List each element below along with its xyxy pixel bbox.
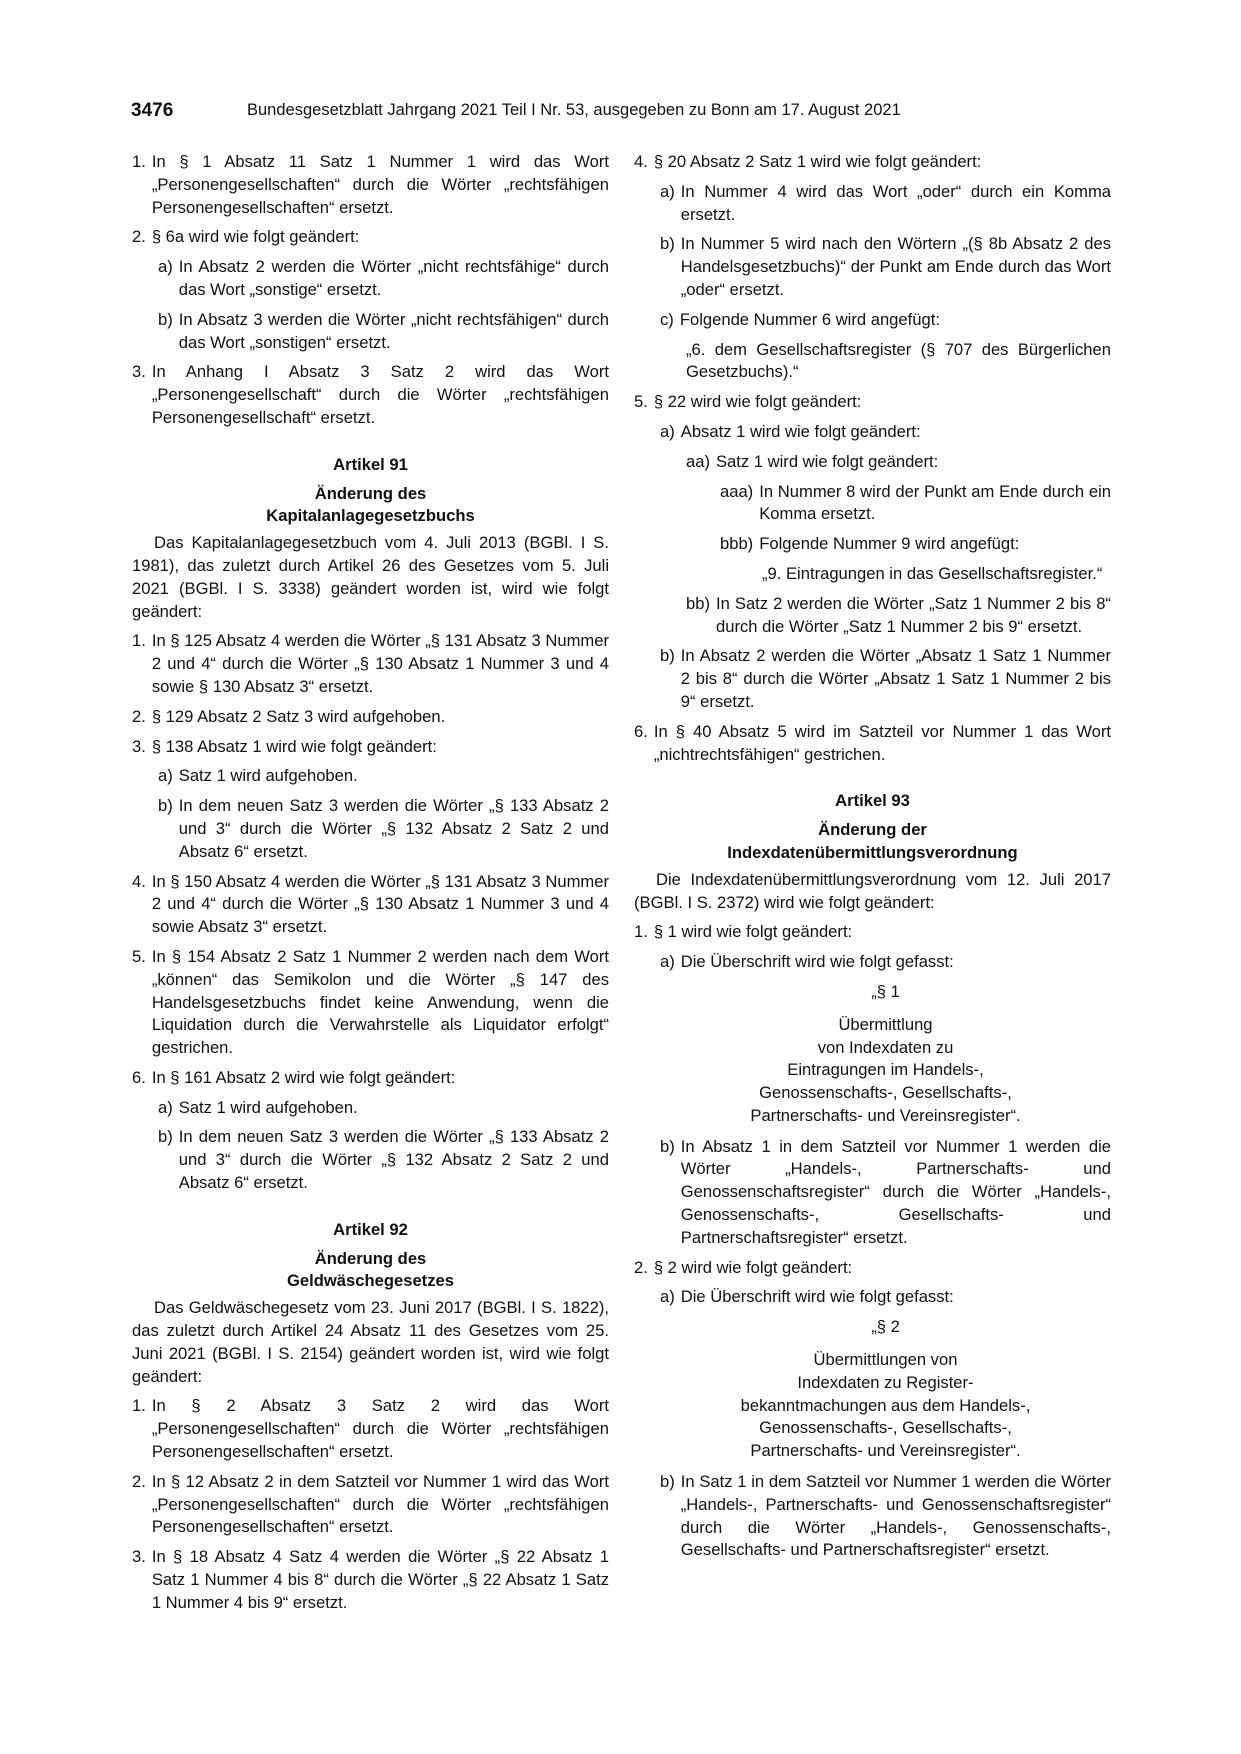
article-subtitle: [132, 1248, 609, 1294]
list-item: [660, 645, 1111, 713]
page-header: [131, 100, 1111, 130]
item-marker: 1.: [132, 152, 146, 171]
item-text: In Nummer 5 wird nach den Wörtern „(§ 8b Absatz 2 des Handelsgesetzbuchs)“ der Punkt am Ende durch das Wort „oder“ ersetzt.: [680, 234, 1111, 299]
item-marker: 4.: [132, 871, 146, 891]
item-marker: c): [660, 309, 674, 329]
article-intro: Die Indexdatenübermittlungsverordnung vom 12. Juli 2017 (BGBl. I S. 2372) wird wie folgt geändert:: [634, 869, 1111, 912]
item-marker: 1.: [634, 922, 648, 942]
item-text: In § 150 Absatz 4 werden die Wörter „§ 131 Absatz 3 Nummer 2 und 4“ durch die Wörter „§ 130 Absatz 1 Nummer 3 und 4 sowie Absatz 3“ ersetzt.: [151, 871, 609, 937]
article-subtitle-line: Geldwäschegesetzes: [287, 1271, 454, 1291]
article-subtitle-line: Kapitalanlagegesetzbuchs: [266, 506, 475, 526]
item-marker: b): [660, 1472, 675, 1492]
quoted-text: „9. Eintragungen in das Gesellschaftsregister.“: [762, 563, 1103, 583]
quoted-heading-line: „§ 2: [871, 1317, 900, 1337]
quoted-text: „6. dem Gesellschaftsregister (§ 707 des Bürgerlichen Gesetzbuchs).“: [686, 339, 1111, 382]
list-item: [132, 1395, 609, 1463]
running-head: Bundesgesetzblatt Jahrgang 2021 Teil I Nr. 53, ausgegeben zu Bonn am 17. August 2021: [247, 101, 901, 119]
list-item: [132, 151, 609, 219]
quoted-heading-line: Eintragungen im Handels-,: [787, 1060, 984, 1080]
item-marker: 3.: [132, 362, 146, 382]
item-marker: b): [158, 309, 173, 329]
article-title: Artikel 91: [333, 454, 408, 474]
quoted-heading-line: „§ 1: [871, 981, 900, 1001]
item-marker: aaa): [720, 481, 754, 501]
item-marker: 2.: [634, 1257, 648, 1277]
list-item: [634, 391, 1111, 414]
list-item: [132, 946, 609, 1060]
list-item: [634, 1257, 1111, 1280]
item-text: In Nummer 8 wird der Punkt am Ende durch ein Komma ersetzt.: [759, 481, 1111, 524]
article-subtitle-line: Änderung des: [314, 1248, 427, 1268]
list-item: [158, 309, 609, 355]
item-marker: 2.: [132, 227, 146, 247]
list-item: [158, 1097, 609, 1120]
item-text: In § 18 Absatz 4 Satz 4 werden die Wörter „§ 22 Absatz 1 Satz 1 Nummer 4 bis 8“ durch die Wörter „§ 22 Absatz 1 Satz 1 Nummer 4 bis 9“ ersetzt.: [151, 1547, 609, 1612]
item-text: Die Überschrift wird wie folgt gefasst:: [680, 1287, 954, 1307]
left-column: [132, 151, 609, 1622]
quoted-heading-line: Übermittlung: [838, 1014, 933, 1034]
item-marker: b): [158, 1127, 173, 1147]
item-marker: 5.: [132, 946, 146, 966]
item-text: § 138 Absatz 1 wird wie folgt geändert:: [151, 736, 437, 756]
article-subtitle-line: Indexdatenübermittlungsverordnung: [727, 842, 1018, 862]
list-item: [686, 451, 1111, 474]
item-text: § 22 wird wie folgt geändert:: [653, 392, 862, 412]
article-intro: Das Kapitalanlagegesetzbuch vom 4. Juli 2013 (BGBl. I S. 1981), das zuletzt durch Artikel 26 des Gesetzes vom 5. Juli 2021 (BGBl. I S. 3338) geändert worden ist, wird wie folgt geändert:: [132, 533, 609, 621]
item-marker: b): [158, 796, 173, 816]
quoted-heading: [660, 981, 1111, 1128]
item-marker: 3.: [132, 736, 146, 756]
list-item: [660, 1471, 1111, 1562]
item-marker: a): [660, 421, 675, 441]
list-item: [158, 765, 609, 788]
item-marker: a): [158, 257, 173, 277]
item-text: Folgende Nummer 6 wird angefügt:: [679, 309, 940, 329]
list-item: [660, 233, 1111, 301]
article-title: Artikel 92: [333, 1219, 408, 1239]
item-text: In Satz 1 in dem Satzteil vor Nummer 1 werden die Wörter „Handels-, Partnerschafts- und Genossenschaftsregister“ durch die Wörter „Handels-, Genossenschafts-, Gesellschafts- und Partnerschaftsregister“ ersetzt.: [680, 1472, 1111, 1560]
list-item: [660, 181, 1111, 227]
item-marker: 6.: [634, 721, 648, 741]
item-text: In § 154 Absatz 2 Satz 1 Nummer 2 werden nach dem Wort „können“ das Semikolon und die Wörter „§ 147 des Handelsgesetzbuchs findet keine Anwendung, wenn die Liquidation durch die Verwahrstelle als Liquidator erfolgt“ gestrichen.: [151, 946, 609, 1058]
article-title: Artikel 93: [835, 791, 910, 811]
item-text: § 129 Absatz 2 Satz 3 wird aufgehoben.: [151, 706, 446, 726]
article-subtitle-line: Änderung des: [314, 483, 427, 503]
quoted-heading-line: Partnerschafts- und Vereinsregister“.: [750, 1105, 1021, 1125]
item-text: In § 40 Absatz 5 wird im Satzteil vor Nummer 1 das Wort „nichtrechtsfähigen“ gestrichen.: [653, 721, 1111, 764]
item-marker: 3.: [132, 1547, 146, 1567]
item-text: In § 1 Absatz 11 Satz 1 Nummer 1 wird das Wort „Personengesellschaften“ durch die Wörter „rechtsfähigen Personengesellschaften“ ersetzt.: [151, 152, 609, 217]
item-marker: 4.: [634, 152, 648, 171]
list-item: [720, 481, 1111, 527]
item-text: In § 2 Absatz 3 Satz 2 wird das Wort „Personengesellschaften“ durch die Wörter „rechtsfähigen Personengesellschaften“ ersetzt.: [151, 1396, 609, 1462]
item-text: Absatz 1 wird wie folgt geändert:: [680, 421, 921, 441]
list-item: [634, 921, 1111, 944]
list-item: [660, 951, 1111, 974]
item-text: In Satz 2 werden die Wörter „Satz 1 Nummer 2 bis 8“ durch die Wörter „Satz 1 Nummer 2 bis 9“ ersetzt.: [715, 593, 1111, 636]
right-column: [634, 151, 1111, 1569]
article-subtitle: [634, 819, 1111, 865]
item-marker: 2.: [132, 1471, 146, 1491]
item-text: Satz 1 wird aufgehoben.: [178, 1097, 358, 1117]
item-text: In § 12 Absatz 2 in dem Satzteil vor Nummer 1 wird das Wort „Personengesellschaften“ durch die Wörter „rechtsfähigen Personengesellschaften“ ersetzt.: [151, 1471, 609, 1537]
item-text: In § 125 Absatz 4 werden die Wörter „§ 131 Absatz 3 Nummer 2 und 4“ durch die Wörter „§ 130 Absatz 1 Nummer 3 und 4 sowie § 130 Absatz 3“ ersetzt.: [151, 631, 609, 696]
list-item: [132, 736, 609, 759]
list-item: [132, 706, 609, 729]
item-text: In § 161 Absatz 2 wird wie folgt geändert:: [151, 1067, 456, 1087]
quoted-heading-line: Genossenschafts-, Gesellschafts-,: [759, 1083, 1012, 1103]
item-marker: bbb): [720, 534, 754, 554]
list-item: [634, 151, 1111, 174]
quoted-heading-line: Übermittlungen von: [813, 1350, 958, 1370]
list-item: [660, 421, 1111, 444]
item-marker: a): [660, 1287, 675, 1307]
item-text: In Anhang I Absatz 3 Satz 2 wird das Wort „Personengesellschaft“ durch die Wörter „rechtsfähigen Personengesellschaft“ ersetzt.: [151, 362, 609, 427]
article-intro: Das Geldwäschegesetz vom 23. Juni 2017 (BGBl. I S. 1822), das zuletzt durch Artikel 24 Absatz 11 des Gesetzes vom 25. Juni 2021 (BGBl. I S. 2154) geändert worden ist, wird wie folgt geändert:: [132, 1298, 609, 1386]
item-text: Die Überschrift wird wie folgt gefasst:: [680, 952, 954, 972]
quoted-heading: [660, 1316, 1111, 1463]
quoted-heading-line: von Indexdaten zu: [817, 1037, 954, 1057]
item-marker: a): [158, 766, 173, 786]
list-item: [158, 1126, 609, 1194]
item-marker: b): [660, 1136, 675, 1156]
list-item: [660, 1136, 1111, 1250]
item-text: In Absatz 2 werden die Wörter „nicht rechtsfähige“ durch das Wort „sonstige“ ersetzt.: [178, 257, 609, 299]
item-marker: 1.: [132, 1396, 146, 1416]
item-marker: 1.: [132, 631, 146, 651]
article-subtitle-line: Änderung der: [818, 820, 927, 840]
list-item: [132, 630, 609, 698]
list-item: [720, 533, 1111, 556]
item-text: § 1 wird wie folgt geändert:: [653, 922, 853, 942]
list-item: [132, 226, 609, 249]
list-item: [660, 1286, 1111, 1309]
list-item: [634, 721, 1111, 767]
quoted-heading-line: bekanntmachungen aus dem Handels-,: [740, 1395, 1031, 1415]
quoted-heading-line: Indexdaten zu Register-: [797, 1372, 974, 1392]
item-text: In Absatz 2 werden die Wörter „Absatz 1 Satz 1 Nummer 2 bis 8“ durch die Wörter „Absatz 1 Satz 1 Nummer 2 bis 9“ ersetzt.: [680, 646, 1111, 711]
list-item: [132, 1471, 609, 1539]
item-marker: a): [660, 952, 675, 972]
item-marker: b): [660, 234, 675, 254]
item-text: In dem neuen Satz 3 werden die Wörter „§ 133 Absatz 2 und 3“ durch die Wörter „§ 132 Absatz 2 Satz 2 und Absatz 6“ ersetzt.: [178, 1127, 609, 1193]
item-marker: a): [158, 1097, 173, 1117]
list-item: [660, 309, 1111, 332]
list-item: [158, 256, 609, 302]
list-item: [686, 593, 1111, 639]
item-marker: 5.: [634, 392, 648, 412]
item-text: § 20 Absatz 2 Satz 1 wird wie folgt geändert:: [653, 152, 982, 171]
item-text: § 6a wird wie folgt geändert:: [151, 227, 360, 247]
list-item: [132, 1546, 609, 1614]
article-subtitle: [132, 483, 609, 529]
item-marker: 2.: [132, 706, 146, 726]
item-marker: 6.: [132, 1067, 146, 1087]
list-item: [132, 361, 609, 429]
item-marker: aa): [686, 451, 710, 471]
list-item: [132, 1067, 609, 1090]
quoted-heading-line: Partnerschafts- und Vereinsregister“.: [750, 1441, 1021, 1461]
item-marker: a): [660, 181, 675, 201]
quoted-heading-line: Genossenschafts-, Gesellschafts-,: [759, 1418, 1012, 1438]
item-text: § 2 wird wie folgt geändert:: [653, 1257, 853, 1277]
item-text: Satz 1 wird aufgehoben.: [178, 766, 358, 786]
item-marker: bb): [686, 593, 710, 613]
item-text: In Absatz 1 in dem Satzteil vor Nummer 1 werden die Wörter „Handels-, Partnerschafts- und Genossenschaftsregister“ durch die Wörter „Handels-, Genossenschafts-, Gesellschafts- und Partnerschaftsregister“ ersetzt.: [680, 1136, 1111, 1247]
item-text: In Absatz 3 werden die Wörter „nicht rechtsfähigen“ durch das Wort „sonstigen“ ersetzt.: [178, 309, 609, 352]
item-marker: b): [660, 646, 675, 666]
page-number: 3476: [131, 100, 174, 121]
item-text: In Nummer 4 wird das Wort „oder“ durch ein Komma ersetzt.: [680, 181, 1111, 224]
item-text: Folgende Nummer 9 wird angefügt:: [759, 534, 1020, 554]
item-text: Satz 1 wird wie folgt geändert:: [715, 451, 939, 471]
list-item: [158, 795, 609, 863]
list-item: [132, 871, 609, 939]
item-text: In dem neuen Satz 3 werden die Wörter „§ 133 Absatz 2 und 3“ durch die Wörter „§ 132 Absatz 2 Satz 2 und Absatz 6“ ersetzt.: [178, 796, 609, 861]
